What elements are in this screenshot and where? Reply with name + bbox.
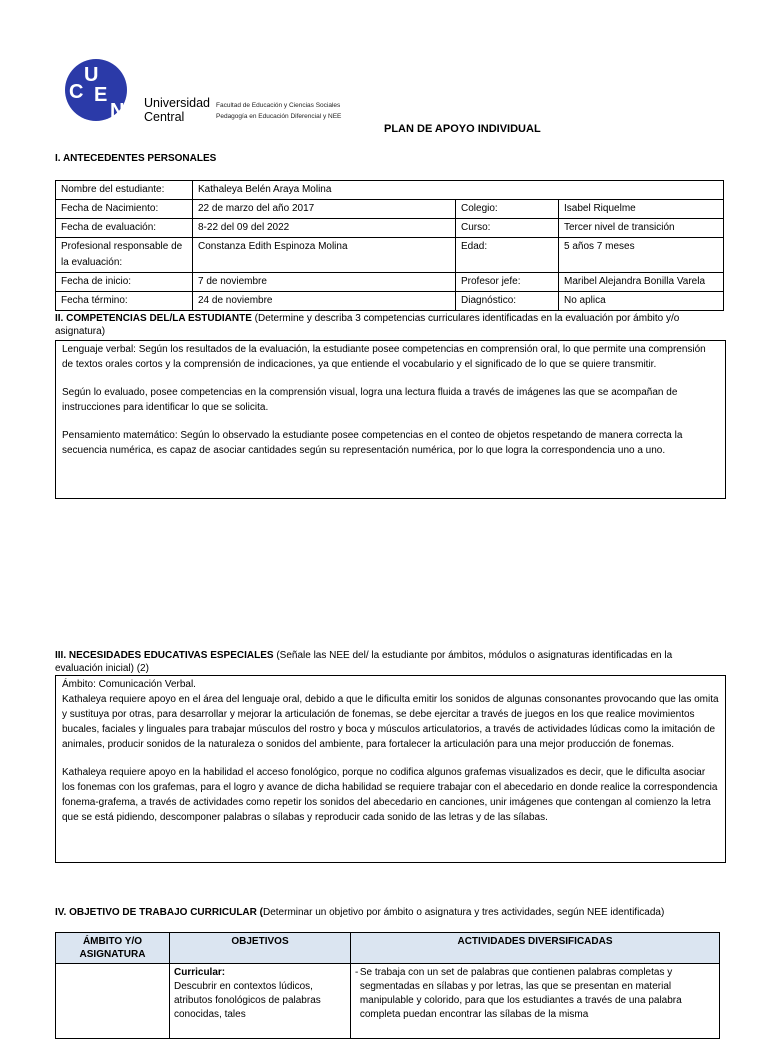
table-cell-label: Profesor jefe:: [456, 273, 559, 292]
table-cell-value: Kathaleya Belén Araya Molina: [193, 181, 724, 200]
competencies-box: [55, 340, 726, 499]
logo-letter-u: U: [84, 64, 99, 86]
table-header-row: [56, 933, 720, 964]
table-cell-value: Maribel Alejandra Bonilla Varela: [559, 273, 724, 292]
table-row: [56, 219, 724, 238]
table-row: [56, 292, 724, 311]
section-1-title: I. ANTECEDENTES PERSONALES: [55, 153, 217, 164]
nee-paragraph: Kathaleya requiere apoyo en el área del lenguaje oral, debido a que le dificulta emitir los sonidos de algunas consonantes provocando que las omita y sustituya por otras, para desarrollar y mejorar la articulación de fonemas, se debe ejercitar a través de juegos en los que realice movimientos bucales, faciales y linguales para trabajar músculos del rostro y boca y músculos articulatorios, a través de actividades lúdicas como la imitación de animales, producir sonidos de la naturaleza o sonidos del ambiente, para fortalecer la articulación para una mejor producción de fonemas.: [62, 694, 719, 750]
table-row: [56, 964, 720, 1039]
activity-cell: [351, 964, 720, 1039]
table-cell-value: 8-22 del 09 del 2022: [193, 219, 456, 238]
table-cell-value: 22 de marzo del año 2017: [193, 200, 456, 219]
table-cell-label: Curso:: [456, 219, 559, 238]
table-cell-label: Fecha término:: [56, 292, 193, 311]
section-3-title: III. NECESIDADES EDUCATIVAS ESPECIALES (Señale las NEE del/ la estudiante por ámbitos, módulos o asignaturas identificadas en la evaluación inicial) (2): [55, 650, 673, 674]
faculty-info: [216, 100, 341, 122]
table-cell-label: Fecha de inicio:: [56, 273, 193, 292]
competency-paragraph: Según lo evaluado, posee competencias en la comprensión visual, logra una lectura fluida a través de imágenes las que se acompañan de instrucciones para identificar lo que se solicita.: [62, 387, 678, 413]
competency-paragraph: Lenguaje verbal: Según los resultados de la evaluación, la estudiante posee competencias en comprensión oral, lo que permite una comprensión de textos orales cortos y la comprensión de indicaciones, ya que entiende el vocabulario y el significado de lo que se quiere transmitir.: [62, 344, 706, 370]
table-row: [56, 200, 724, 219]
university-name: [144, 96, 210, 124]
competency-paragraph: Pensamiento matemático: Según lo observado la estudiante posee competencias en el conteo de objetos respetando de manera correcta la secuencia numérica, es capaz de asociar cantidades según su representación numérica, por lo que logra la correspondencia uno a uno.: [62, 430, 683, 456]
document-title: PLAN DE APOYO INDIVIDUAL: [384, 123, 541, 135]
universidad-central-logo: [64, 55, 128, 125]
nee-ambito-line: Ámbito: Comunicación Verbal.: [62, 679, 196, 690]
curricular-objectives-table: [55, 932, 720, 1039]
activity-item: [355, 966, 715, 1022]
table-row: [56, 181, 724, 200]
logo-letter-c: C: [69, 81, 84, 103]
personal-data-table: [55, 180, 724, 311]
faculty-line1: Facultad de Educación y Ciencias Sociales: [216, 102, 341, 109]
section-4-title: IV. OBJETIVO DE TRABAJO CURRICULAR (Determinar un objetivo por ámbito o asignatura y tres actividades, según NEE identificada): [55, 907, 665, 918]
logo-letter-e: E: [94, 84, 108, 106]
university-name-line2: Central: [144, 110, 185, 124]
nee-box: [55, 675, 726, 863]
table-cell-label: Nombre del estudiante:: [56, 181, 193, 200]
faculty-line2: Pedagogía en Educación Diferencial y NEE: [216, 113, 342, 120]
table-row: [56, 273, 724, 292]
table-cell-label: Fecha de evaluación:: [56, 219, 193, 238]
objective-label: Curricular:: [174, 967, 226, 978]
table-cell-label: Profesional responsable de la evaluación:: [56, 238, 193, 273]
table-cell-value: Isabel Riquelme: [559, 200, 724, 219]
table-row: [56, 238, 724, 273]
table-cell-label: Colegio:: [456, 200, 559, 219]
objective-text: Descubrir en contextos lúdicos, atributos fonológicos de palabras conocidas, tales: [174, 981, 321, 1020]
table-cell-value: 7 de noviembre: [193, 273, 456, 292]
activity-text: Se trabaja con un set de palabras que contienen palabras completas y segmentadas en sílabas y por letras, las que se presentan en material manipulable y colorido, para que los estudiantes a través de una palabra completa puedan encontrar las sílabas de la misma: [359, 967, 682, 1020]
nee-paragraph: Kathaleya requiere apoyo en la habilidad el acceso fonológico, porque no codifica algunos grafemas visualizados es decir, que le dificulta asociar los fonemas con los grafemas, para el logro y avance de dicha habilidad se requiere trabajar con el abecedario en donde realice la correspondencia fonema-grafema, a través de actividades como repetir los sonidos del abecedario en canciones, unir imágenes que contengan al comienzo la letra que se está pidiendo, descomponer palabras o sílabas y reproducir cada sonido de las letras y de las sílabas.: [62, 767, 718, 823]
column-header-actividades: ACTIVIDADES DIVERSIFICADAS: [351, 933, 720, 964]
university-name-line1: Universidad: [144, 96, 211, 110]
column-header-ambito: ÁMBITO Y/O ASIGNATURA: [56, 933, 170, 964]
table-cell-value: Tercer nivel de transición: [559, 219, 724, 238]
activity-bullet: -: [355, 967, 359, 978]
table-cell-label: Edad:: [456, 238, 559, 273]
ambito-cell: [56, 964, 170, 1039]
table-cell-label: Diagnóstico:: [456, 292, 559, 311]
column-header-objetivos: OBJETIVOS: [170, 933, 351, 964]
logo-letter-n: N: [110, 100, 125, 122]
table-cell-value: Constanza Edith Espinoza Molina: [193, 238, 456, 273]
table-cell-value: 24 de noviembre: [193, 292, 456, 311]
objective-cell: [170, 964, 351, 1039]
table-cell-value: 5 años 7 meses: [559, 238, 724, 273]
section-2-title: II. COMPETENCIAS DEL/LA ESTUDIANTE (Determine y describa 3 competencias curriculares identificadas en la evaluación por ámbito y/o asignatura): [55, 313, 680, 337]
table-cell-label: Fecha de Nacimiento:: [56, 200, 193, 219]
table-cell-value: No aplica: [559, 292, 724, 311]
